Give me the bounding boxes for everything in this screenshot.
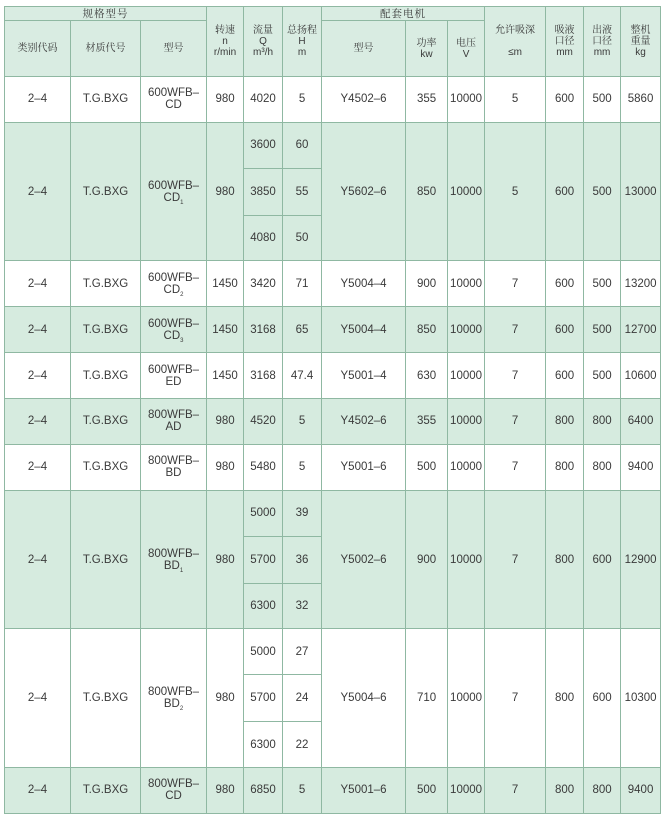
inlet-cell: 800 [546, 767, 584, 813]
flow-cell: 6850 [244, 767, 283, 813]
weight-cell: 9400 [621, 767, 661, 813]
inlet-header [546, 7, 584, 77]
flow-cell: 5000 [244, 629, 283, 675]
speed-cell: 1450 [207, 261, 244, 307]
flow-header-symbol: Q [259, 36, 267, 47]
model-cell [141, 307, 207, 353]
model-cell [141, 490, 207, 629]
flow-cell: 4520 [244, 399, 283, 445]
table-row [5, 399, 661, 445]
head-cell: 60 [283, 122, 322, 168]
flow-cell: 4080 [244, 215, 283, 261]
material-cell: T.G.BXG [71, 399, 141, 445]
outlet-cell: 500 [584, 77, 621, 123]
flow-cell: 3168 [244, 353, 283, 399]
speed-cell: 980 [207, 767, 244, 813]
flow-cell: 6300 [244, 583, 283, 629]
head-cell: 65 [283, 307, 322, 353]
inlet-cell: 600 [546, 122, 584, 261]
flow-cell: 3420 [244, 261, 283, 307]
speed-cell: 980 [207, 399, 244, 445]
outlet-cell: 800 [584, 767, 621, 813]
flow-header-unit: m³/h [253, 47, 274, 58]
weight-cell: 6400 [621, 399, 661, 445]
model-cell [141, 399, 207, 445]
power-cell: 500 [406, 444, 448, 490]
material-cell: T.G.BXG [71, 307, 141, 353]
flow-header [244, 7, 283, 77]
model-header: 型号 [141, 21, 207, 77]
model-subscript: 2 [179, 706, 184, 713]
motor-model-cell: Y4502–6 [322, 399, 406, 445]
voltage-header-unit: V [462, 48, 470, 60]
head-cell: 71 [283, 261, 322, 307]
suction-depth-cell: 5 [485, 122, 546, 261]
category-cell: 2–4 [5, 629, 71, 768]
voltage-cell: 10000 [448, 629, 485, 768]
model-cell [141, 261, 207, 307]
power-cell: 630 [406, 353, 448, 399]
inlet-cell: 800 [546, 444, 584, 490]
inlet-cell: 600 [546, 261, 584, 307]
category-cell: 2–4 [5, 399, 71, 445]
category-cell: 2–4 [5, 490, 71, 629]
head-header-symbol: H [298, 36, 306, 47]
model-subscript: 1 [179, 567, 184, 574]
inlet-cell: 800 [546, 629, 584, 768]
weight-cell: 13000 [621, 122, 661, 261]
motor-model-cell: Y5004–4 [322, 261, 406, 307]
weight-header-label: 整机 [630, 25, 651, 36]
voltage-header-label: 电压 [456, 37, 477, 49]
weight-header [621, 7, 661, 77]
material-cell: T.G.BXG [71, 77, 141, 123]
outlet-cell: 500 [584, 122, 621, 261]
suction-depth-header [485, 7, 546, 77]
flow-cell: 3850 [244, 168, 283, 215]
model-name: 800WFB–BD [147, 686, 200, 711]
head-cell: 50 [283, 215, 322, 261]
head-cell: 39 [283, 490, 322, 536]
motor-group-header: 配套电机 [322, 7, 485, 21]
table-row [5, 444, 661, 490]
category-cell: 2–4 [5, 444, 71, 490]
power-cell: 900 [406, 261, 448, 307]
speed-cell: 980 [207, 629, 244, 768]
head-header-unit: m [297, 47, 307, 58]
voltage-cell: 10000 [448, 353, 485, 399]
model-name: 600WFB–CD [147, 179, 200, 204]
power-cell: 355 [406, 77, 448, 123]
speed-cell: 980 [207, 444, 244, 490]
motor-model-header: 型号 [322, 21, 406, 77]
table-row [5, 353, 661, 399]
outlet-cell: 500 [584, 261, 621, 307]
category-header: 类别代码 [5, 21, 71, 77]
weight-header-unit: kg [635, 47, 646, 58]
motor-model-cell: Y5001–4 [322, 353, 406, 399]
speed-header-unit: r/min [213, 47, 237, 58]
power-header-unit: kw [420, 48, 433, 60]
voltage-cell: 10000 [448, 307, 485, 353]
category-cell: 2–4 [5, 353, 71, 399]
inlet-header-unit: mm [556, 47, 573, 58]
voltage-header [448, 21, 485, 77]
inlet-cell: 800 [546, 490, 584, 629]
model-name: 600WFB–CD [147, 271, 200, 296]
model-name: 800WFB–BD [147, 455, 200, 480]
outlet-header-label: 出液 [592, 25, 613, 36]
table-row [5, 767, 661, 813]
head-cell: 5 [283, 77, 322, 123]
flow-cell: 3168 [244, 307, 283, 353]
motor-model-cell: Y5004–6 [322, 629, 406, 768]
weight-header-label-2: 重量 [630, 36, 651, 47]
table-row [5, 629, 661, 675]
table-row [5, 307, 661, 353]
inlet-cell: 800 [546, 399, 584, 445]
power-cell: 500 [406, 767, 448, 813]
outlet-cell: 500 [584, 353, 621, 399]
weight-cell: 10300 [621, 629, 661, 768]
head-header-label: 总扬程 [287, 25, 318, 36]
inlet-cell: 600 [546, 77, 584, 123]
suction-depth-cell: 7 [485, 629, 546, 768]
suction-depth-cell: 7 [485, 767, 546, 813]
outlet-header-label-2: 口径 [592, 36, 613, 47]
material-cell: T.G.BXG [71, 629, 141, 768]
material-cell: T.G.BXG [71, 767, 141, 813]
model-cell [141, 353, 207, 399]
flow-cell: 5480 [244, 444, 283, 490]
material-cell: T.G.BXG [71, 444, 141, 490]
pump-spec-table [4, 6, 661, 814]
weight-cell: 13200 [621, 261, 661, 307]
suction-depth-cell: 7 [485, 444, 546, 490]
head-cell: 32 [283, 583, 322, 629]
head-header [283, 7, 322, 77]
flow-cell: 3600 [244, 122, 283, 168]
voltage-cell: 10000 [448, 767, 485, 813]
weight-cell: 10600 [621, 353, 661, 399]
outlet-header [584, 7, 621, 77]
motor-model-cell: Y5002–6 [322, 490, 406, 629]
model-name: 800WFB–CD [147, 778, 200, 803]
model-cell [141, 122, 207, 261]
suction-depth-cell: 7 [485, 261, 546, 307]
flow-cell: 5700 [244, 536, 283, 583]
outlet-header-unit: mm [593, 47, 611, 58]
flow-cell: 5000 [244, 490, 283, 536]
inlet-header-label-2: 口径 [554, 36, 575, 47]
motor-model-cell: Y5004–4 [322, 307, 406, 353]
model-subscript: 1 [180, 199, 184, 206]
speed-header-label: 转速 [215, 25, 236, 36]
material-cell: T.G.BXG [71, 261, 141, 307]
category-cell: 2–4 [5, 307, 71, 353]
voltage-cell: 10000 [448, 77, 485, 123]
voltage-cell: 10000 [448, 122, 485, 261]
flow-header-label: 流量 [253, 25, 274, 36]
category-cell: 2–4 [5, 122, 71, 261]
inlet-cell: 600 [546, 307, 584, 353]
speed-header [207, 7, 244, 77]
head-cell: 5 [283, 767, 322, 813]
voltage-cell: 10000 [448, 399, 485, 445]
motor-model-cell: Y5001–6 [322, 767, 406, 813]
motor-model-cell: Y5001–6 [322, 444, 406, 490]
power-cell: 850 [406, 122, 448, 261]
motor-model-cell: Y5602–6 [322, 122, 406, 261]
head-cell: 36 [283, 536, 322, 583]
voltage-cell: 10000 [448, 444, 485, 490]
outlet-cell: 600 [584, 629, 621, 768]
table-row [5, 122, 661, 168]
flow-cell: 6300 [244, 722, 283, 768]
power-cell: 355 [406, 399, 448, 445]
speed-cell: 1450 [207, 307, 244, 353]
weight-cell: 12700 [621, 307, 661, 353]
power-cell: 900 [406, 490, 448, 629]
inlet-header-label: 吸液 [554, 25, 575, 36]
model-cell [141, 77, 207, 123]
category-cell: 2–4 [5, 261, 71, 307]
outlet-cell: 800 [584, 444, 621, 490]
table-row [5, 490, 661, 536]
table-row [5, 77, 661, 123]
material-cell: T.G.BXG [71, 122, 141, 261]
voltage-cell: 10000 [448, 490, 485, 629]
weight-cell: 5860 [621, 77, 661, 123]
head-cell: 55 [283, 168, 322, 215]
inlet-cell: 600 [546, 353, 584, 399]
suction-depth-cell: 5 [485, 77, 546, 123]
table-header [5, 7, 661, 77]
model-cell [141, 767, 207, 813]
speed-cell: 1450 [207, 353, 244, 399]
head-cell: 5 [283, 399, 322, 445]
power-header-label: 功率 [416, 37, 437, 49]
flow-cell: 4020 [244, 77, 283, 123]
speed-cell: 980 [207, 490, 244, 629]
outlet-cell: 500 [584, 307, 621, 353]
speed-cell: 980 [207, 122, 244, 261]
model-cell [141, 444, 207, 490]
model-subscript: 3 [180, 337, 184, 344]
model-cell [141, 629, 207, 768]
category-cell: 2–4 [5, 767, 71, 813]
head-cell: 47.4 [283, 353, 322, 399]
model-name: 600WFB–ED [147, 363, 200, 388]
spec-group-header: 规格型号 [5, 7, 207, 21]
material-header: 材质代号 [71, 21, 141, 77]
model-name: 800WFB–BD [147, 547, 200, 572]
head-cell: 24 [283, 675, 322, 722]
outlet-cell: 800 [584, 399, 621, 445]
model-name: 600WFB–CD [147, 87, 200, 112]
model-subscript: 2 [180, 291, 184, 298]
head-cell: 27 [283, 629, 322, 675]
material-cell: T.G.BXG [71, 490, 141, 629]
outlet-cell: 600 [584, 490, 621, 629]
suction-depth-header-label: 允许吸深 [495, 25, 536, 36]
weight-cell: 12900 [621, 490, 661, 629]
suction-depth-cell: 7 [485, 353, 546, 399]
flow-cell: 5700 [244, 675, 283, 722]
suction-depth-header-unit: ≤m [508, 47, 522, 58]
speed-header-symbol: n [222, 36, 228, 47]
suction-depth-cell: 7 [485, 399, 546, 445]
model-name: 600WFB–CD [147, 317, 200, 342]
model-name: 800WFB–AD [147, 409, 200, 434]
category-cell: 2–4 [5, 77, 71, 123]
speed-cell: 980 [207, 77, 244, 123]
material-cell: T.G.BXG [71, 353, 141, 399]
motor-model-cell: Y4502–6 [322, 77, 406, 123]
voltage-cell: 10000 [448, 261, 485, 307]
suction-depth-cell: 7 [485, 490, 546, 629]
weight-cell: 9400 [621, 444, 661, 490]
power-cell: 710 [406, 629, 448, 768]
head-cell: 5 [283, 444, 322, 490]
table-row [5, 261, 661, 307]
table-body [5, 77, 661, 814]
suction-depth-cell: 7 [485, 307, 546, 353]
power-header [406, 21, 448, 77]
head-cell: 22 [283, 722, 322, 768]
power-cell: 850 [406, 307, 448, 353]
